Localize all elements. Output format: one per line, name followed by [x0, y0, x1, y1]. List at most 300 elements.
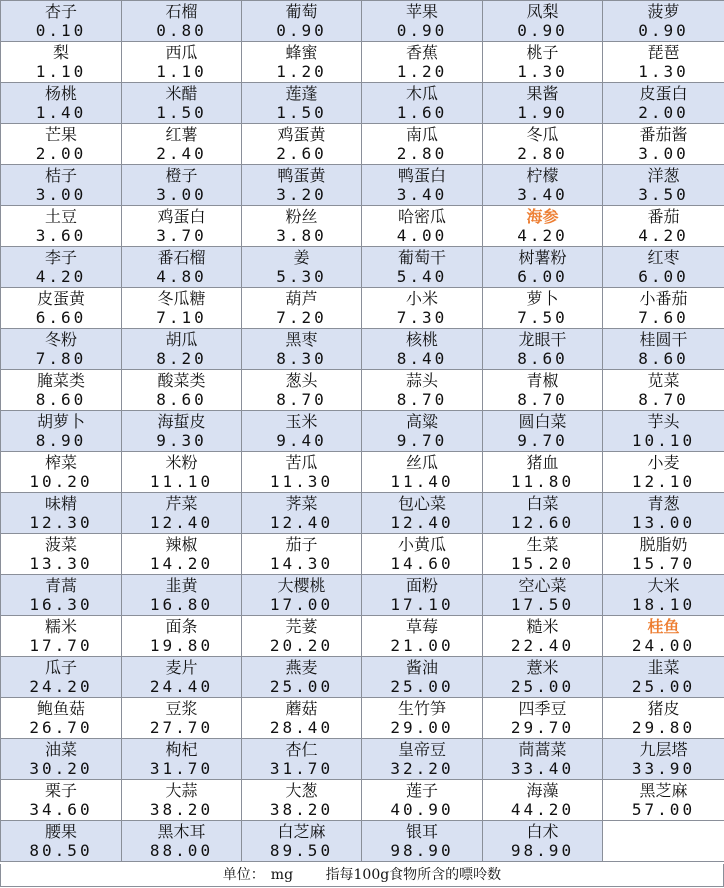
food-name: 橙子 — [165, 165, 198, 185]
food-cell — [1, 370, 122, 411]
food-name: 萝卜 — [526, 288, 559, 308]
food-name: 粉丝 — [285, 206, 318, 226]
food-name: 皮蛋白 — [639, 83, 688, 103]
purine-value: 0.90 — [638, 20, 689, 40]
food-cell — [362, 739, 483, 780]
food-name: 脱脂奶 — [639, 534, 688, 554]
food-cell — [603, 165, 724, 206]
purine-value: 30.20 — [29, 758, 93, 778]
purine-value: 6.60 — [35, 307, 87, 327]
food-cell — [122, 370, 242, 411]
food-cell — [483, 821, 603, 862]
food-name: 草莓 — [405, 616, 438, 636]
table-footer-note — [0, 864, 724, 887]
purine-value: 0.90 — [396, 20, 448, 40]
food-name: 酱油 — [405, 657, 438, 677]
table-row — [1, 411, 724, 452]
purine-value: 16.30 — [29, 594, 93, 614]
food-name: 蜂蜜 — [285, 42, 318, 62]
food-cell — [603, 698, 724, 739]
purine-value: 9.40 — [276, 430, 327, 450]
table-row — [1, 288, 724, 329]
food-name: 鸡蛋黄 — [277, 124, 326, 144]
food-name: 葡萄干 — [397, 247, 446, 267]
food-name: 土豆 — [44, 206, 77, 226]
table-row — [1, 821, 724, 862]
food-name: 海参 — [526, 206, 559, 226]
food-name: 葱头 — [285, 370, 318, 390]
purine-value: 9.70 — [396, 430, 448, 450]
food-name: 鸭蛋白 — [397, 165, 446, 185]
food-name: 薏米 — [526, 657, 559, 677]
food-cell — [1, 739, 122, 780]
food-cell — [603, 42, 724, 83]
food-cell — [242, 616, 362, 657]
food-name: 黑木耳 — [157, 821, 206, 841]
food-name: 菠菜 — [44, 534, 77, 554]
food-cell — [1, 165, 122, 206]
purine-value: 2.40 — [156, 143, 207, 163]
food-cell — [603, 206, 724, 247]
food-name: 腌菜类 — [36, 370, 85, 390]
food-name: 鸡蛋白 — [157, 206, 206, 226]
purine-value: 25.00 — [631, 676, 696, 696]
purine-value: 2.00 — [638, 102, 689, 122]
food-cell — [1, 534, 122, 575]
food-cell — [603, 739, 724, 780]
food-cell — [122, 739, 242, 780]
food-name: 大蒜 — [165, 780, 198, 800]
food-name: 西瓜 — [165, 42, 198, 62]
food-name: 荠菜 — [285, 493, 318, 513]
food-cell — [483, 83, 603, 124]
purine-value: 0.90 — [517, 20, 568, 40]
purine-value: 8.70 — [638, 389, 689, 409]
food-name: 猪皮 — [647, 698, 680, 718]
empty-cell — [603, 821, 724, 862]
purine-value: 9.70 — [517, 430, 568, 450]
food-cell — [603, 247, 724, 288]
table-row — [1, 493, 724, 534]
food-cell — [362, 1, 483, 42]
food-cell — [122, 83, 242, 124]
food-cell — [1, 42, 122, 83]
food-cell — [603, 411, 724, 452]
purine-value: 5.30 — [276, 266, 327, 286]
purine-value: 6.00 — [638, 266, 689, 286]
food-cell — [1, 780, 122, 821]
food-cell — [483, 288, 603, 329]
purine-value: 6.00 — [517, 266, 568, 286]
table-row — [1, 206, 724, 247]
purine-value: 29.80 — [631, 717, 696, 737]
purine-value: 1.50 — [156, 102, 207, 122]
purine-value: 14.60 — [390, 553, 454, 573]
food-cell — [242, 534, 362, 575]
food-cell — [483, 575, 603, 616]
food-name: 核桃 — [405, 329, 438, 349]
food-name: 九层塔 — [639, 739, 688, 759]
food-name: 包心菜 — [397, 493, 446, 513]
food-cell — [122, 698, 242, 739]
food-name: 芋头 — [647, 411, 680, 431]
food-cell — [1, 821, 122, 862]
purine-value: 15.70 — [631, 553, 696, 573]
food-name: 青椒 — [526, 370, 559, 390]
purine-value: 13.00 — [631, 512, 696, 532]
purine-value: 17.50 — [510, 594, 575, 614]
food-name: 韭菜 — [647, 657, 680, 677]
food-name: 枸杞 — [165, 739, 198, 759]
food-name: 糙米 — [526, 616, 559, 636]
food-cell — [483, 493, 603, 534]
purine-value: 33.90 — [631, 758, 696, 778]
food-name: 小番茄 — [639, 288, 688, 308]
purine-value: 29.70 — [510, 717, 575, 737]
food-name: 黑芝麻 — [639, 780, 688, 800]
food-cell — [242, 493, 362, 534]
food-name: 芹菜 — [165, 493, 198, 513]
food-cell — [362, 534, 483, 575]
purine-value: 3.20 — [276, 184, 327, 204]
food-cell — [362, 616, 483, 657]
food-name: 生竹笋 — [397, 698, 446, 718]
food-cell — [242, 1, 362, 42]
purine-value: 3.60 — [35, 225, 87, 245]
food-name: 茼蒿菜 — [518, 739, 567, 759]
purine-value: 44.20 — [510, 799, 575, 819]
food-cell — [483, 124, 603, 165]
food-cell — [242, 247, 362, 288]
purine-value: 1.20 — [396, 61, 448, 81]
purine-value: 24.40 — [149, 676, 214, 696]
purine-value: 12.40 — [269, 512, 334, 532]
table-row — [1, 370, 724, 411]
food-name: 石榴 — [165, 1, 198, 21]
food-name: 番茄 — [647, 206, 680, 226]
food-cell — [603, 657, 724, 698]
food-name: 红薯 — [165, 124, 198, 144]
purine-value: 25.00 — [269, 676, 334, 696]
food-cell — [122, 1, 242, 42]
purine-value: 8.60 — [156, 389, 207, 409]
food-cell — [603, 1, 724, 42]
purine-value: 12.10 — [631, 471, 696, 491]
food-cell — [122, 165, 242, 206]
food-cell — [603, 575, 724, 616]
food-name: 番茄酱 — [639, 124, 688, 144]
food-cell — [122, 329, 242, 370]
food-cell — [362, 452, 483, 493]
food-cell — [242, 821, 362, 862]
food-name: 凤梨 — [526, 1, 559, 21]
food-cell — [242, 288, 362, 329]
food-cell — [362, 288, 483, 329]
purine-value: 8.60 — [638, 348, 689, 368]
food-name: 香蕉 — [405, 42, 438, 62]
food-cell — [242, 698, 362, 739]
food-name: 冬瓜糖 — [157, 288, 206, 308]
purine-value: 22.40 — [510, 635, 575, 655]
food-name: 胡瓜 — [165, 329, 198, 349]
food-name: 榨菜 — [44, 452, 77, 472]
food-name: 红枣 — [647, 247, 680, 267]
purine-value: 2.60 — [276, 143, 327, 163]
purine-value: 7.50 — [517, 307, 568, 327]
food-name: 豆浆 — [165, 698, 198, 718]
food-name: 栗子 — [44, 780, 77, 800]
food-cell — [483, 42, 603, 83]
purine-value: 88.00 — [149, 840, 214, 860]
purine-value: 31.70 — [269, 758, 334, 778]
food-name: 冬粉 — [44, 329, 77, 349]
food-cell — [603, 493, 724, 534]
purine-value: 8.70 — [396, 389, 448, 409]
purine-value: 3.50 — [638, 184, 689, 204]
purine-value: 15.20 — [510, 553, 575, 573]
food-cell — [483, 411, 603, 452]
table-row — [1, 42, 724, 83]
food-name: 大米 — [647, 575, 680, 595]
food-name: 菠萝 — [647, 1, 680, 21]
food-name: 小米 — [405, 288, 438, 308]
purine-value: 17.10 — [390, 594, 454, 614]
purine-value: 25.00 — [390, 676, 454, 696]
food-cell — [362, 821, 483, 862]
food-name: 杏子 — [44, 1, 77, 21]
purine-value: 10.20 — [29, 471, 93, 491]
purine-value: 1.60 — [396, 102, 448, 122]
food-cell — [362, 411, 483, 452]
food-name: 桔子 — [44, 165, 77, 185]
purine-value: 0.90 — [276, 20, 327, 40]
purine-value: 3.70 — [156, 225, 207, 245]
food-name: 米醋 — [165, 83, 198, 103]
food-name: 油菜 — [44, 739, 77, 759]
table-row — [1, 452, 724, 493]
food-name: 鸭蛋黄 — [277, 165, 326, 185]
food-cell — [362, 165, 483, 206]
food-name: 哈密瓜 — [397, 206, 446, 226]
food-cell — [242, 329, 362, 370]
purine-value: 20.20 — [269, 635, 334, 655]
purine-value: 4.00 — [396, 225, 448, 245]
purine-value: 12.40 — [149, 512, 214, 532]
food-cell — [122, 452, 242, 493]
table-row — [1, 1, 724, 42]
purine-value: 5.40 — [396, 266, 448, 286]
purine-value: 26.70 — [29, 717, 93, 737]
purine-value: 18.10 — [631, 594, 696, 614]
table-row — [1, 83, 724, 124]
food-cell — [1, 124, 122, 165]
food-name: 生菜 — [526, 534, 559, 554]
food-name: 葡萄 — [285, 1, 318, 21]
food-cell — [1, 206, 122, 247]
food-name: 冬瓜 — [526, 124, 559, 144]
food-name: 圆白菜 — [518, 411, 567, 431]
purine-value: 8.60 — [517, 348, 568, 368]
purine-value: 24.00 — [631, 635, 696, 655]
food-cell — [122, 206, 242, 247]
purine-value: 38.20 — [149, 799, 214, 819]
purine-value: 7.80 — [35, 348, 87, 368]
food-cell — [483, 206, 603, 247]
food-cell — [122, 411, 242, 452]
purine-value: 34.60 — [29, 799, 93, 819]
food-cell — [122, 288, 242, 329]
food-name: 青蒿 — [44, 575, 77, 595]
food-cell — [242, 165, 362, 206]
purine-value: 40.90 — [390, 799, 454, 819]
food-cell — [242, 780, 362, 821]
food-cell — [1, 83, 122, 124]
food-cell — [483, 329, 603, 370]
food-cell — [1, 616, 122, 657]
food-name: 芫荽 — [285, 616, 318, 636]
food-name: 苋菜 — [647, 370, 680, 390]
food-cell — [603, 370, 724, 411]
food-cell — [242, 124, 362, 165]
food-name: 高粱 — [405, 411, 438, 431]
food-name: 李子 — [44, 247, 77, 267]
food-name: 海藻 — [526, 780, 559, 800]
food-cell — [483, 165, 603, 206]
purine-value: 13.30 — [29, 553, 93, 573]
food-name: 琵琶 — [647, 42, 680, 62]
food-name: 杏仁 — [285, 739, 318, 759]
purine-value: 80.50 — [29, 840, 93, 860]
purine-value: 17.00 — [269, 594, 334, 614]
food-name: 桃子 — [526, 42, 559, 62]
purine-value: 14.20 — [149, 553, 214, 573]
food-name: 桂鱼 — [647, 616, 680, 636]
food-cell — [1, 452, 122, 493]
food-name: 瓜子 — [44, 657, 77, 677]
table-row — [1, 616, 724, 657]
food-cell — [483, 739, 603, 780]
food-cell — [242, 370, 362, 411]
purine-value: 2.80 — [396, 143, 448, 163]
food-cell — [122, 657, 242, 698]
food-cell — [603, 780, 724, 821]
table-row — [1, 247, 724, 288]
purine-value: 8.30 — [276, 348, 327, 368]
food-name: 南瓜 — [405, 124, 438, 144]
food-name: 猪血 — [526, 452, 559, 472]
purine-value: 32.20 — [390, 758, 454, 778]
purine-value: 1.30 — [638, 61, 689, 81]
food-name: 银耳 — [405, 821, 438, 841]
food-name: 燕麦 — [285, 657, 318, 677]
food-name: 茄子 — [285, 534, 318, 554]
food-cell — [1, 329, 122, 370]
food-name: 玉米 — [285, 411, 318, 431]
food-cell — [1, 493, 122, 534]
food-name: 苹果 — [405, 1, 438, 21]
purine-value: 7.60 — [638, 307, 689, 327]
purine-value: 11.10 — [149, 471, 214, 491]
food-cell — [603, 616, 724, 657]
food-cell — [603, 124, 724, 165]
food-cell — [362, 206, 483, 247]
food-name: 面粉 — [405, 575, 438, 595]
purine-value: 12.30 — [29, 512, 93, 532]
food-cell — [483, 370, 603, 411]
purine-value: 8.60 — [35, 389, 87, 409]
food-cell — [483, 247, 603, 288]
food-cell — [1, 288, 122, 329]
purine-value: 7.20 — [276, 307, 327, 327]
purine-value: 12.60 — [510, 512, 575, 532]
food-cell — [122, 42, 242, 83]
food-cell — [242, 657, 362, 698]
food-cell — [603, 288, 724, 329]
purine-value: 1.10 — [156, 61, 207, 81]
purine-value: 4.20 — [638, 225, 689, 245]
purine-value: 11.30 — [269, 471, 334, 491]
food-name: 姜 — [293, 247, 310, 267]
table-row — [1, 534, 724, 575]
food-name: 青葱 — [647, 493, 680, 513]
purine-value: 3.40 — [517, 184, 568, 204]
food-name: 果酱 — [526, 83, 559, 103]
purine-value: 12.40 — [390, 512, 454, 532]
food-cell — [122, 575, 242, 616]
food-name: 腰果 — [44, 821, 77, 841]
purine-value: 14.30 — [269, 553, 334, 573]
food-name: 树薯粉 — [518, 247, 567, 267]
food-name: 洋葱 — [647, 165, 680, 185]
purine-value: 8.40 — [396, 348, 448, 368]
food-cell — [122, 493, 242, 534]
food-cell — [362, 493, 483, 534]
purine-value: 7.10 — [156, 307, 207, 327]
food-cell — [242, 575, 362, 616]
food-name: 木瓜 — [405, 83, 438, 103]
food-cell — [242, 739, 362, 780]
purine-value: 27.70 — [149, 717, 214, 737]
food-cell — [242, 411, 362, 452]
purine-value: 25.00 — [510, 676, 575, 696]
table-row — [1, 698, 724, 739]
unit-label: 单位： mg — [222, 867, 294, 883]
food-cell — [362, 657, 483, 698]
purine-value: 4.20 — [35, 266, 87, 286]
purine-value: 98.90 — [510, 840, 575, 860]
food-name: 皮蛋黄 — [36, 288, 85, 308]
purine-value: 2.00 — [35, 143, 87, 163]
purine-value: 0.10 — [35, 20, 87, 40]
purine-value: 31.70 — [149, 758, 214, 778]
purine-value: 24.20 — [29, 676, 93, 696]
food-cell — [362, 698, 483, 739]
food-name: 小麦 — [647, 452, 680, 472]
purine-value: 7.30 — [396, 307, 448, 327]
table-row — [1, 780, 724, 821]
food-cell — [362, 42, 483, 83]
food-name: 蒜头 — [405, 370, 438, 390]
purine-value: 11.80 — [510, 471, 575, 491]
purine-value: 3.00 — [156, 184, 207, 204]
food-cell — [242, 206, 362, 247]
food-name: 苦瓜 — [285, 452, 318, 472]
purine-value: 9.30 — [156, 430, 207, 450]
food-cell — [1, 575, 122, 616]
food-cell — [1, 411, 122, 452]
purine-value: 8.90 — [35, 430, 87, 450]
food-cell — [122, 247, 242, 288]
